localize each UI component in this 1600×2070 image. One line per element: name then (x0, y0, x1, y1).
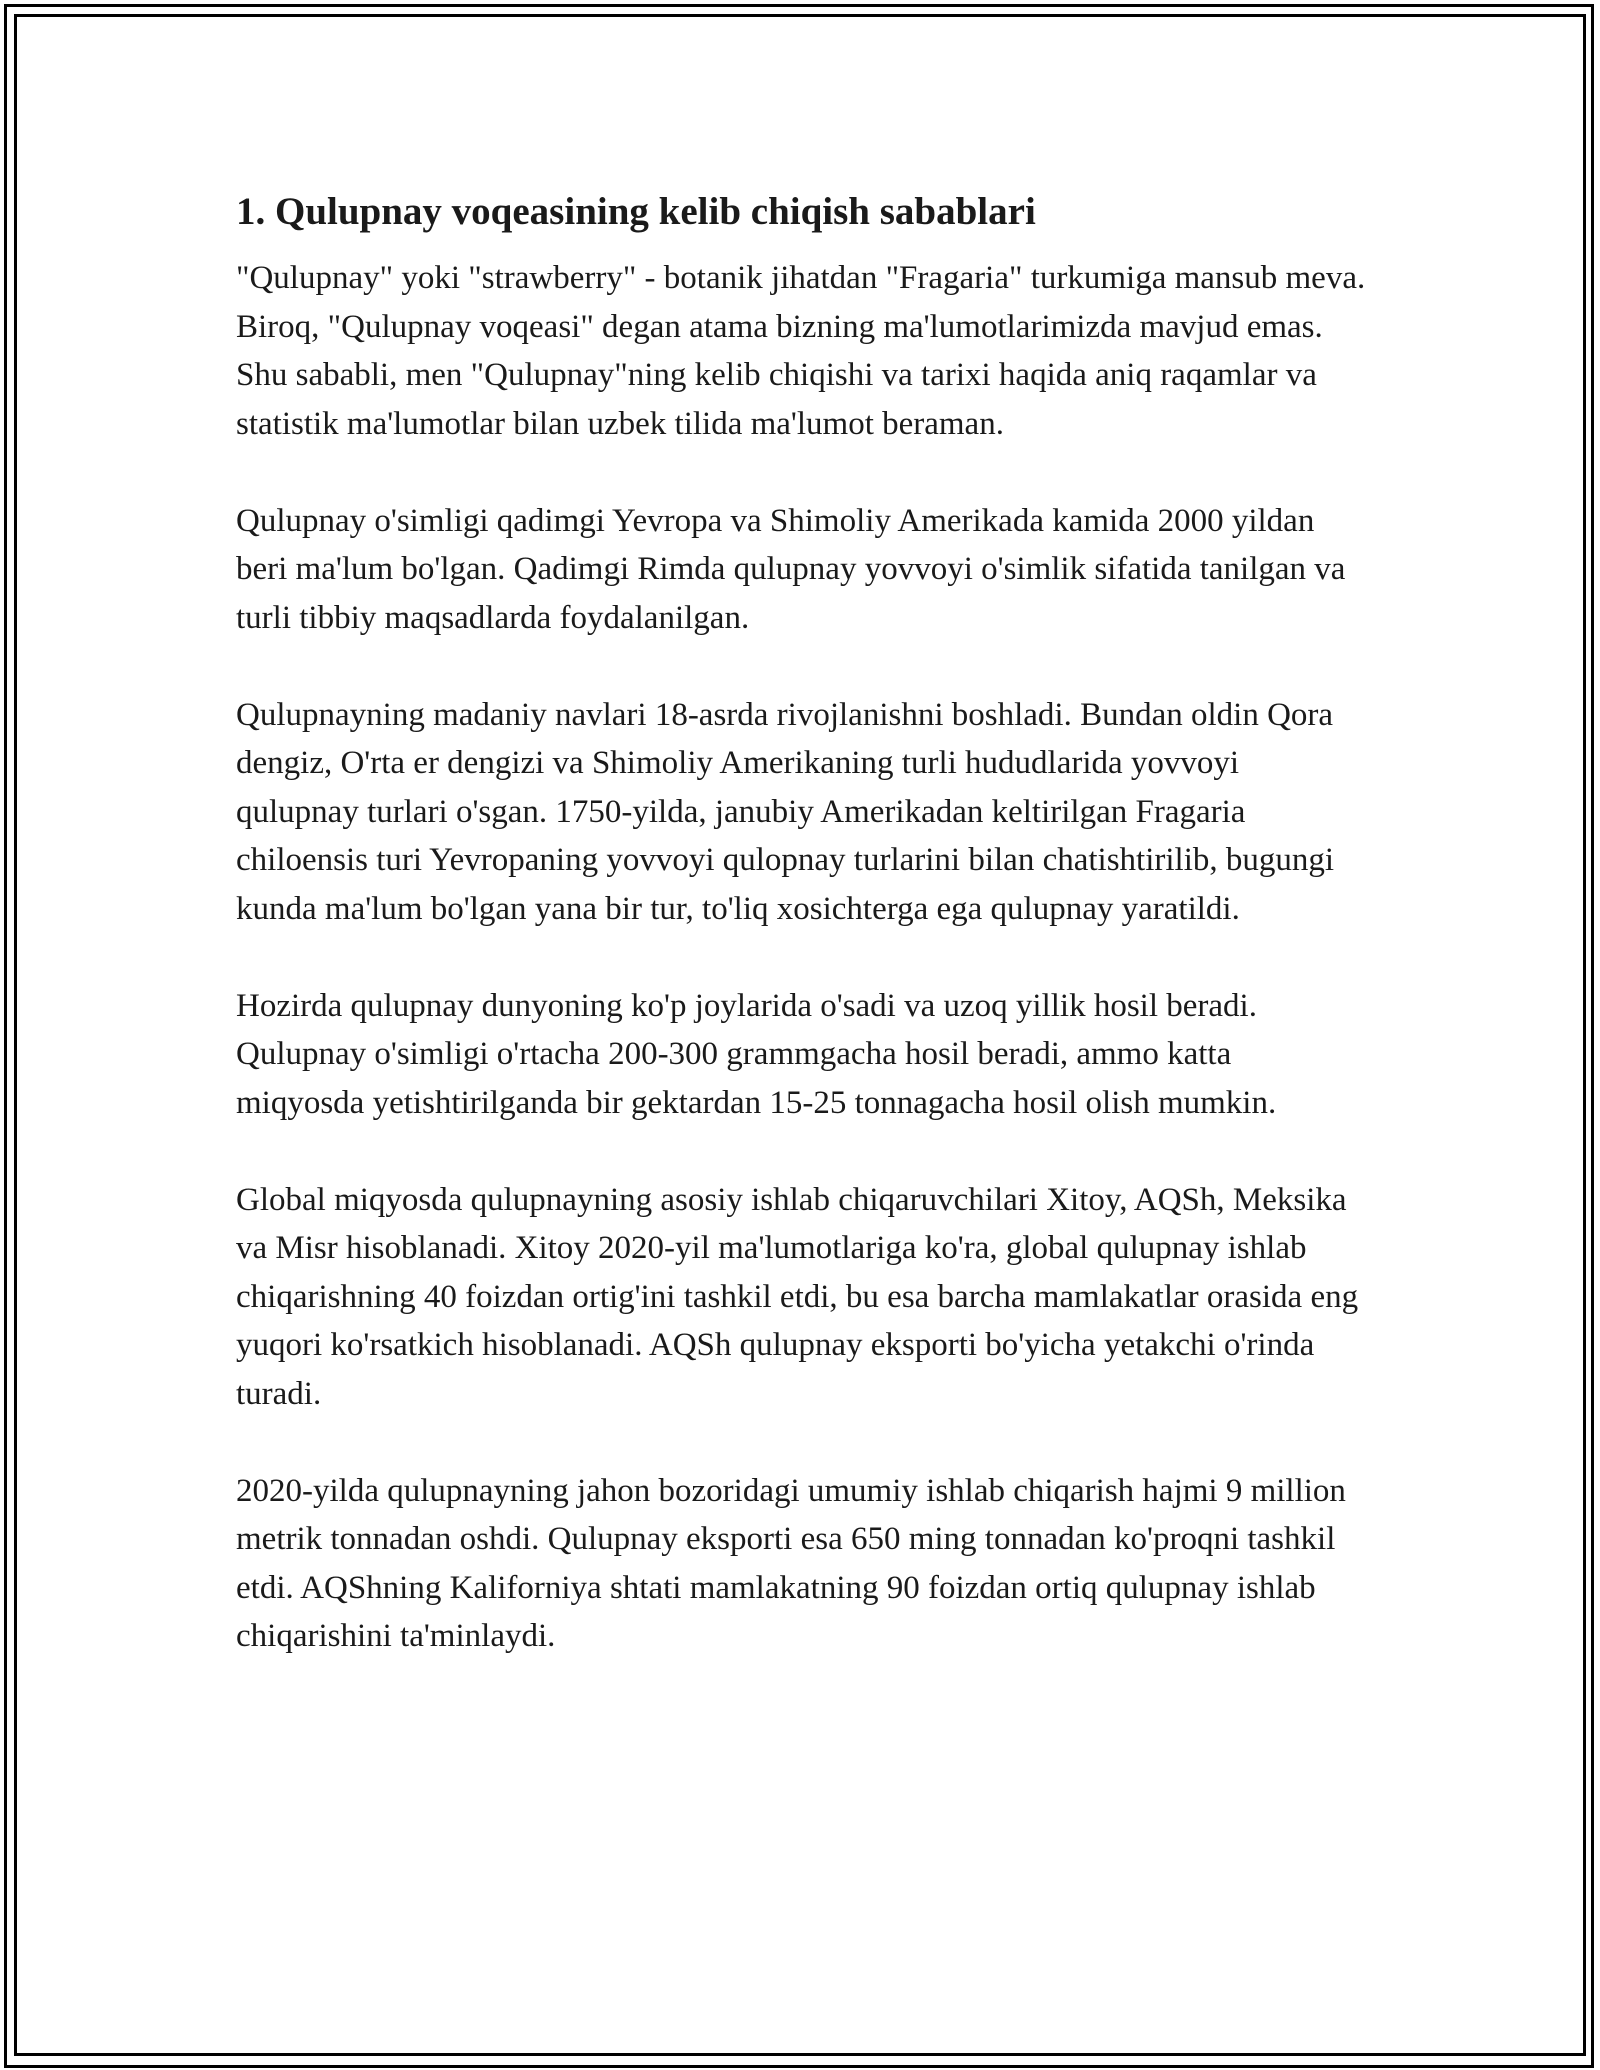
paragraph-cultivars: Qulupnayning madaniy navlari 18-asrda rivojlanishni boshladi. Bundan oldin Qora dengiz, O'rta er dengizi va Shimoliy Amerikaning turli hududlarida yovvoyi qulupnay turlari o'sgan. 1750-yilda, janubiy Amerikadan keltirilgan Fragaria chiloensis turi Yevropaning yovvoyi qulopnay turlarini bilan chatishtirilib, bugungi kunda ma'lum bo'lgan yana bir tur, to'liq xosichterga ega qulupnay yaratildi. (236, 696, 1335, 927)
document-body (236, 186, 1366, 1709)
paragraph-market: 2020-yilda qulupnayning jahon bozoridagi umumiy ishlab chiqarish hajmi 9 million metrik tonnadan oshdi. Qulupnay eksporti esa 650 ming tonnadan ko'proqni tashkil etdi. AQShning Kaliforniya shtati mamlakatning 90 foizdan ortiq qulupnay ishlab chiqarishini ta'minlaydi. (236, 1472, 1346, 1654)
paragraph-intro: "Qulupnay" yoki "strawberry" - botanik jihatdan "Fragaria" turkumiga mansub meva. Biroq, "Qulupnay voqeasi" degan atama bizning ma'lumotlarimizda mavjud emas. Shu sababli, men "Qulupnay"ning kelib chiqishi va tarixi haqida aniq raqamlar va statistik ma'lumotlar bilan uzbek tilida ma'lumot beraman. (236, 260, 1366, 442)
document-title: 1. Qulupnay voqeasining kelib chiqish sabablari (236, 190, 1036, 233)
paragraph-yield: Hozirda qulupnay dunyoning ko'p joylarida o'sadi va uzoq yillik hosil beradi. Qulupnay o'simligi o'rtacha 200-300 grammgacha hosil beradi, ammo katta miqyosda yetishtirilganda bir gektardan 15-25 tonnagacha hosil olish mumkin. (236, 987, 1277, 1121)
paragraph-producers: Global miqyosda qulupnayning asosiy ishlab chiqaruvchilari Xitoy, AQSh, Meksika va Misr hisoblanadi. Xitoy 2020-yil ma'lumotlariga ko'ra, global qulupnay ishlab chiqarishning 40 foizdan ortig'ini tashkil etdi, bu esa barcha mamlakatlar orasida eng yuqori ko'rsatkich hisoblanadi. AQSh qulupnay eksporti bo'yicha yetakchi o'rinda turadi. (236, 1181, 1359, 1412)
paragraph-history: Qulupnay o'simligi qadimgi Yevropa va Shimoliy Amerikada kamida 2000 yildan beri ma'lum bo'lgan. Qadimgi Rimda qulupnay yovvoyi o'simlik sifatida tanilgan va turli tibbiy maqsadlarda foydalanilgan. (236, 502, 1346, 636)
